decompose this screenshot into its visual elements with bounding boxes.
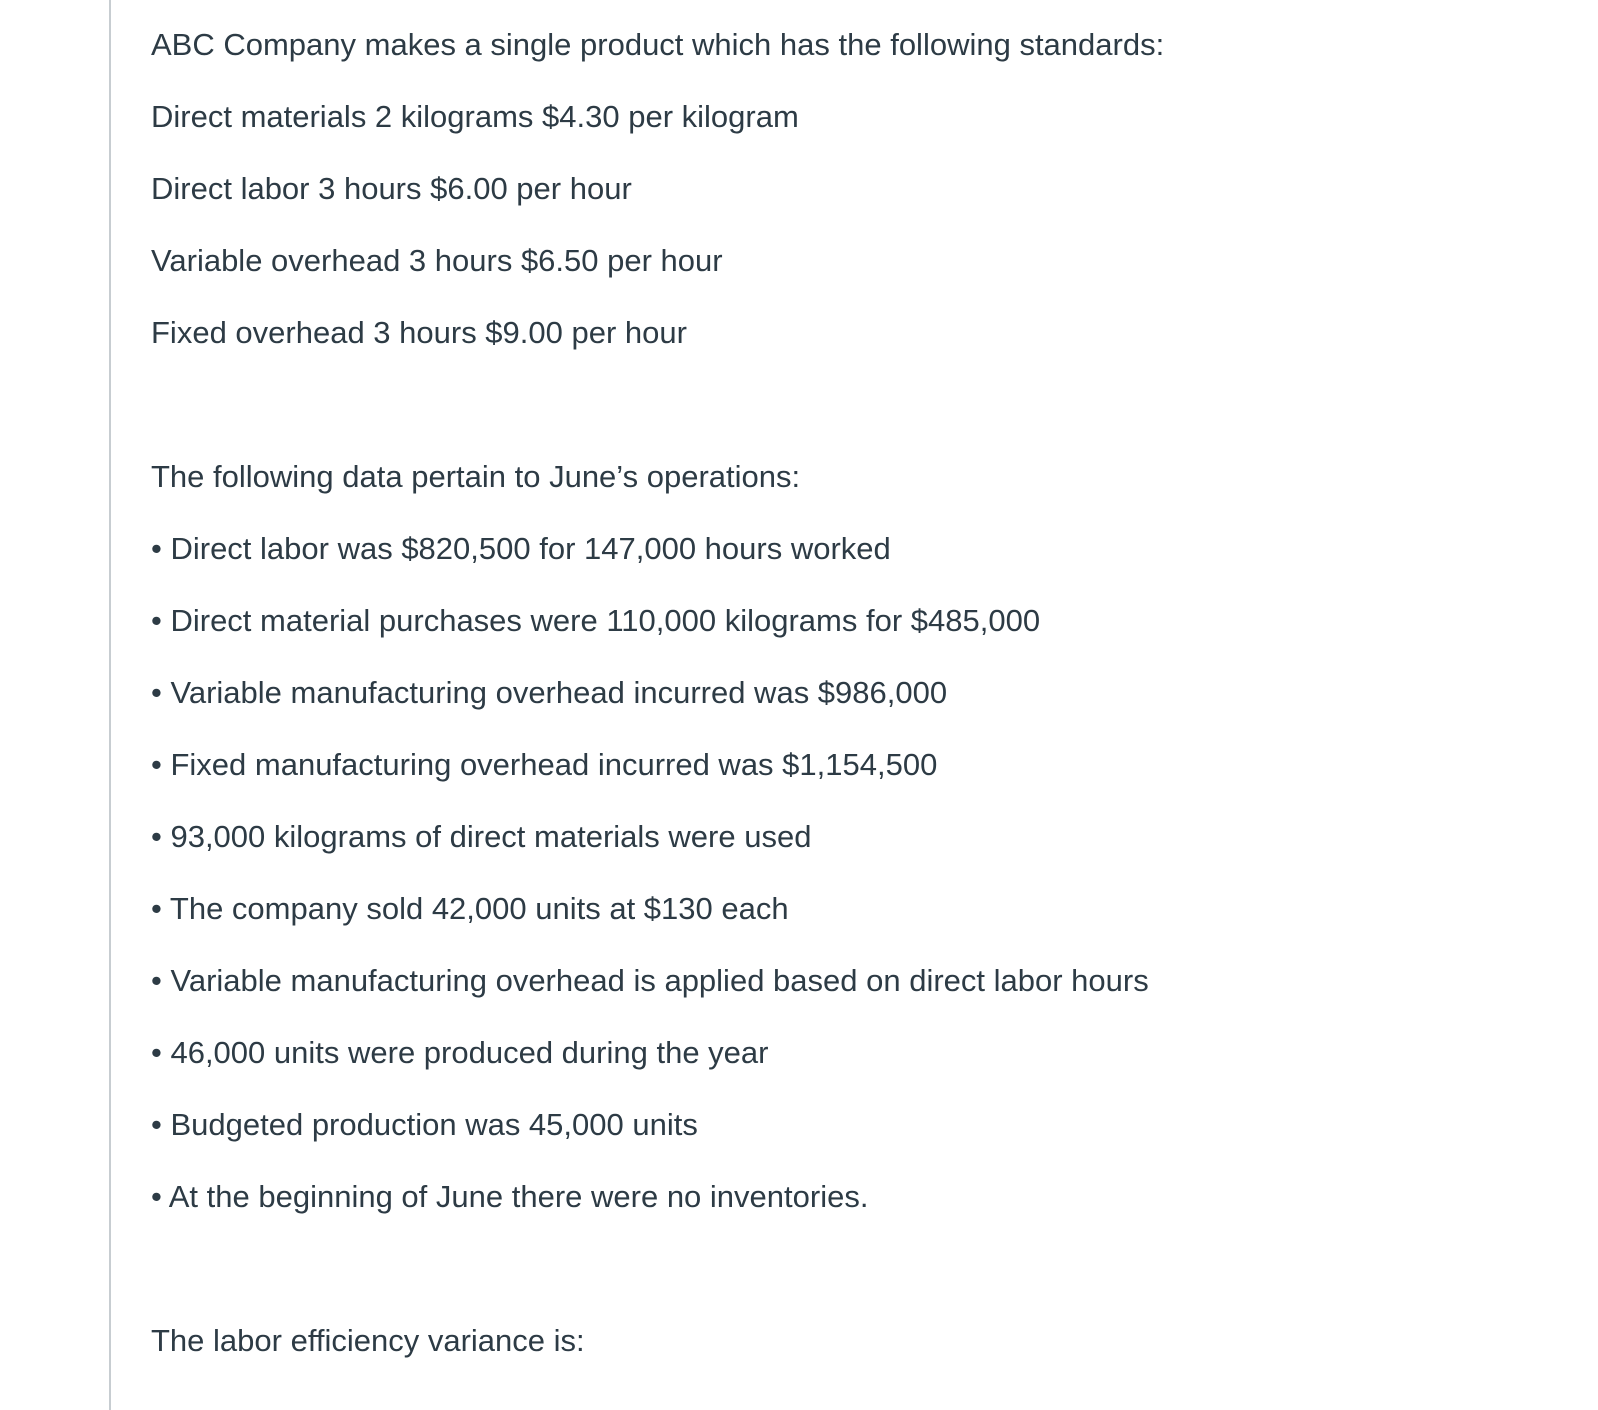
- left-border-rule: [109, 0, 111, 1410]
- bullet-item: • Budgeted production was 45,000 units: [151, 1107, 698, 1142]
- data-intro-text: The following data pertain to June’s operations:: [151, 459, 801, 494]
- bullet-item: • Variable manufacturing overhead incurred was $986,000: [151, 675, 948, 710]
- bullet-item: • The company sold 42,000 units at $130 each: [151, 891, 789, 926]
- standard-fixed-overhead: Fixed overhead 3 hours $9.00 per hour: [151, 315, 687, 350]
- bullet-item: • Direct material purchases were 110,000 kilograms for $485,000: [151, 603, 1041, 638]
- bullet-item: • 46,000 units were produced during the year: [151, 1035, 769, 1070]
- spacer: [151, 1246, 1551, 1318]
- spacer: [151, 382, 1551, 454]
- bullet-item: • Variable manufacturing overhead is applied based on direct labor hours: [151, 963, 1149, 998]
- standard-variable-overhead: Variable overhead 3 hours $6.50 per hour: [151, 243, 723, 278]
- standard-direct-labor: Direct labor 3 hours $6.00 per hour: [151, 171, 632, 206]
- bullet-item: • Fixed manufacturing overhead incurred was $1,154,500: [151, 747, 938, 782]
- bullet-item: • 93,000 kilograms of direct materials were used: [151, 819, 812, 854]
- bullet-item: • At the beginning of June there were no inventories.: [151, 1179, 869, 1214]
- standard-direct-materials: Direct materials 2 kilograms $4.30 per kilogram: [151, 99, 799, 134]
- bullet-item: • Direct labor was $820,500 for 147,000 hours worked: [151, 531, 891, 566]
- question-prompt: The labor efficiency variance is:: [151, 1323, 585, 1358]
- question-body: [151, 22, 1551, 1390]
- intro-text: ABC Company makes a single product which has the following standards:: [151, 27, 1165, 62]
